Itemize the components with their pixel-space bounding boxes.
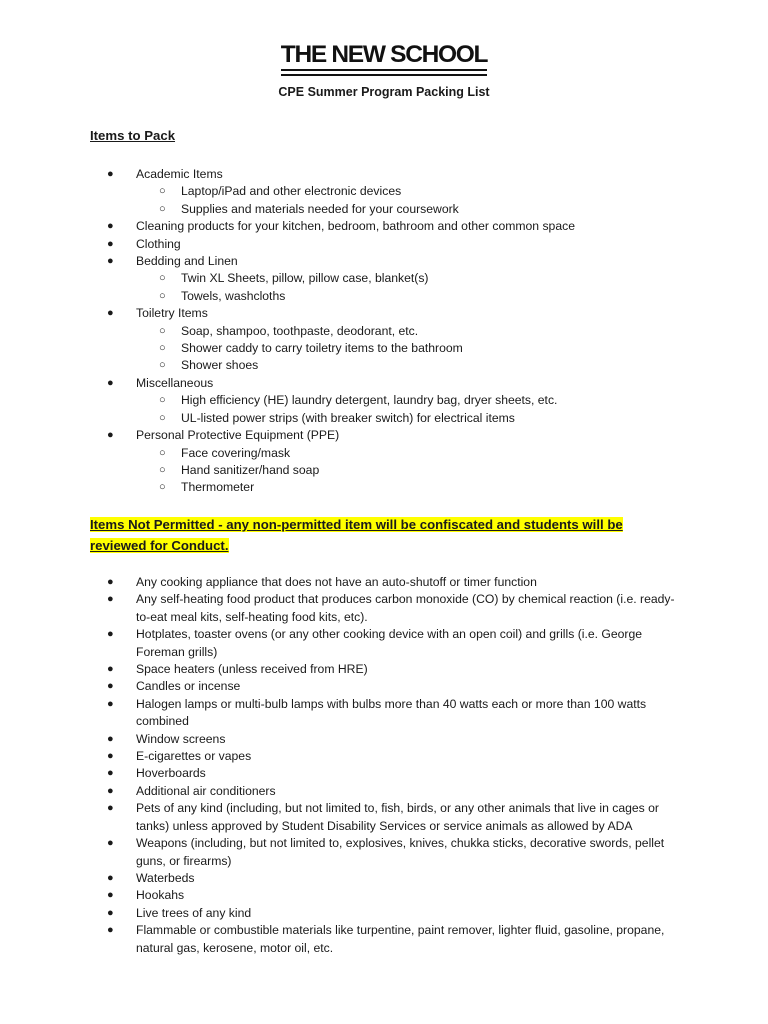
not-permitted-list-item bbox=[107, 678, 687, 695]
not-permitted-item-label: Flammable or combustible materials like turpentine, paint remover, lighter fluid, gasoline, propane, natural gas, kerosene, motor oil, etc. bbox=[136, 923, 665, 955]
bullet-icon: ● bbox=[107, 750, 114, 763]
items-to-pack-list bbox=[107, 166, 687, 497]
bullet-icon: ● bbox=[107, 767, 114, 780]
pack-list-item-label: Toiletry Items bbox=[136, 306, 208, 321]
pack-sublist-item bbox=[136, 183, 687, 200]
not-permitted-list-item bbox=[107, 574, 687, 591]
not-permitted-item-label: Candles or incense bbox=[136, 679, 241, 694]
pack-sublist-item bbox=[136, 357, 687, 374]
bullet-icon: ● bbox=[107, 168, 114, 180]
pack-sublist-item-label: Laptop/iPad and other electronic devices bbox=[181, 184, 402, 199]
bullet-icon: ● bbox=[107, 837, 114, 850]
not-permitted-list-item bbox=[107, 731, 687, 748]
bullet-icon: ● bbox=[107, 307, 114, 320]
not-permitted-item-label: Live trees of any kind bbox=[136, 905, 252, 920]
bullet-icon: ● bbox=[107, 628, 114, 641]
not-permitted-item-label: Any cooking appliance that does not have an auto-shutoff or timer function bbox=[136, 575, 537, 589]
pack-sublist-item-label: Shower caddy to carry toiletry items to the bathroom bbox=[181, 341, 463, 356]
pack-sublist bbox=[136, 183, 687, 218]
not-permitted-list-item bbox=[107, 922, 687, 957]
pack-sublist-item-label: Twin XL Sheets, pillow, pillow case, blanket(s) bbox=[181, 271, 429, 286]
hollow-bullet-icon: ○ bbox=[159, 324, 166, 337]
bullet-icon: ● bbox=[107, 802, 114, 815]
hollow-bullet-icon: ○ bbox=[159, 342, 166, 355]
bullet-icon: ● bbox=[107, 697, 114, 710]
hollow-bullet-icon: ○ bbox=[159, 394, 166, 407]
pack-list-item bbox=[107, 375, 687, 427]
pack-sublist-item-label: Face covering/mask bbox=[181, 445, 291, 460]
bullet-icon: ● bbox=[107, 906, 114, 919]
hollow-bullet-icon: ○ bbox=[159, 411, 166, 424]
logo-underline-1 bbox=[281, 69, 487, 71]
not-permitted-list-item bbox=[107, 870, 687, 887]
not-permitted-list-item bbox=[107, 696, 687, 731]
pack-sublist bbox=[136, 445, 687, 497]
hollow-bullet-icon: ○ bbox=[159, 185, 166, 198]
not-permitted-item-label: Additional air conditioners bbox=[136, 783, 276, 798]
pack-sublist-item bbox=[136, 445, 687, 462]
pack-sublist-item-label: Shower shoes bbox=[181, 358, 259, 373]
items-to-pack-heading: Items to Pack bbox=[90, 128, 176, 143]
hollow-bullet-icon: ○ bbox=[159, 289, 166, 302]
pack-list-item bbox=[107, 236, 687, 253]
bullet-icon: ● bbox=[107, 237, 114, 250]
not-permitted-item-label: Hotplates, toaster ovens (or any other cooking device with an open coil) and grills (i.e. George Foreman grills) bbox=[136, 627, 643, 659]
not-permitted-item-label: Window screens bbox=[136, 731, 226, 746]
logo-underline-2 bbox=[281, 74, 487, 76]
not-permitted-list-item bbox=[107, 800, 687, 835]
bullet-icon: ● bbox=[107, 784, 114, 797]
not-permitted-item-label: Weapons (including, but not limited to, explosives, knives, chukka sticks, decorative swords, pellet guns, or firearms) bbox=[136, 836, 665, 868]
not-permitted-list-item bbox=[107, 835, 687, 870]
pack-list-item bbox=[107, 427, 687, 497]
pack-sublist-item-label: High efficiency (HE) laundry detergent, laundry bag, dryer sheets, etc. bbox=[181, 393, 558, 408]
pack-sublist-item-label: Soap, shampoo, toothpaste, deodorant, etc. bbox=[181, 323, 419, 338]
bullet-icon: ● bbox=[107, 593, 114, 606]
not-permitted-item-label: Hookahs bbox=[136, 888, 185, 903]
items-not-permitted-list bbox=[107, 574, 687, 957]
logo-wordmark: THE NEW SCHOOL bbox=[280, 41, 488, 68]
bullet-icon: ● bbox=[107, 220, 114, 233]
pack-sublist-item bbox=[136, 288, 687, 305]
bullet-icon: ● bbox=[107, 576, 114, 588]
pack-sublist-item bbox=[136, 479, 687, 496]
pack-list-item bbox=[107, 166, 687, 218]
not-permitted-item-label: Space heaters (unless received from HRE) bbox=[136, 662, 368, 677]
bullet-icon: ● bbox=[107, 732, 114, 745]
not-permitted-item-label: Waterbeds bbox=[136, 870, 195, 885]
document-title: CPE Summer Program Packing List bbox=[278, 85, 490, 99]
pack-sublist-item bbox=[136, 340, 687, 357]
pack-list-item-label: Cleaning products for your kitchen, bedroom, bathroom and other common space bbox=[136, 219, 575, 234]
pack-sublist bbox=[136, 392, 687, 427]
pack-list-item-label: Personal Protective Equipment (PPE) bbox=[136, 428, 340, 443]
pack-sublist-item-label: Towels, washcloths bbox=[181, 288, 286, 303]
bullet-icon: ● bbox=[107, 376, 114, 389]
pack-sublist-item bbox=[136, 323, 687, 340]
pack-sublist-item bbox=[136, 392, 687, 409]
not-permitted-list-item bbox=[107, 905, 687, 922]
hollow-bullet-icon: ○ bbox=[159, 481, 166, 494]
pack-sublist-item bbox=[136, 462, 687, 479]
items-not-permitted-heading-text: Items Not Permitted - any non-permitted item will be confiscated and students will be reviewed for Conduct. bbox=[90, 517, 623, 553]
bullet-icon: ● bbox=[107, 680, 114, 693]
pack-sublist-item-label: Supplies and materials needed for your coursework bbox=[181, 201, 459, 216]
pack-sublist bbox=[136, 323, 687, 375]
pack-sublist-item bbox=[136, 270, 687, 287]
not-permitted-list-item bbox=[107, 626, 687, 661]
hollow-bullet-icon: ○ bbox=[159, 463, 166, 476]
pack-sublist-item-label: Hand sanitizer/hand soap bbox=[181, 462, 320, 477]
hollow-bullet-icon: ○ bbox=[159, 446, 166, 459]
not-permitted-item-label: Any self-heating food product that produces carbon monoxide (CO) by chemical reaction (i.e. ready-to-eat meal kits, self-heating food kits, etc). bbox=[136, 592, 675, 624]
pack-list-item-label: Miscellaneous bbox=[136, 375, 214, 390]
not-permitted-list-item bbox=[107, 887, 687, 904]
pack-list-item-label: Clothing bbox=[136, 236, 181, 251]
hollow-bullet-icon: ○ bbox=[159, 272, 166, 285]
not-permitted-list-item bbox=[107, 783, 687, 800]
not-permitted-list-item bbox=[107, 661, 687, 678]
school-logo bbox=[0, 41, 768, 76]
pack-list-item bbox=[107, 305, 687, 375]
pack-sublist-item bbox=[136, 201, 687, 218]
pack-list-item bbox=[107, 218, 687, 235]
pack-list-item-label: Academic Items bbox=[136, 167, 223, 181]
not-permitted-item-label: Hoverboards bbox=[136, 766, 206, 781]
not-permitted-list-item bbox=[107, 748, 687, 765]
bullet-icon: ● bbox=[107, 429, 114, 442]
bullet-icon: ● bbox=[107, 871, 114, 884]
not-permitted-list-item bbox=[107, 765, 687, 782]
not-permitted-item-label: E-cigarettes or vapes bbox=[136, 749, 252, 764]
pack-sublist-item bbox=[136, 410, 687, 427]
pack-sublist-item-label: Thermometer bbox=[181, 480, 255, 495]
not-permitted-item-label: Pets of any kind (including, but not limited to, fish, birds, or any other animals that live in cages or tanks) unless approved by Student Disability Services or service animals as allowed by ADA bbox=[136, 801, 659, 833]
bullet-icon: ● bbox=[107, 663, 114, 676]
hollow-bullet-icon: ○ bbox=[159, 359, 166, 372]
bullet-icon: ● bbox=[107, 255, 114, 268]
hollow-bullet-icon: ○ bbox=[159, 202, 166, 215]
items-not-permitted-heading bbox=[90, 515, 670, 556]
pack-sublist bbox=[136, 270, 687, 305]
not-permitted-list-item bbox=[107, 591, 687, 626]
not-permitted-item-label: Halogen lamps or multi-bulb lamps with bulbs more than 40 watts each or more than 100 watts combined bbox=[136, 696, 647, 729]
pack-sublist-item-label: UL-listed power strips (with breaker switch) for electrical items bbox=[181, 410, 515, 425]
bullet-icon: ● bbox=[107, 924, 114, 937]
pack-list-item bbox=[107, 253, 687, 305]
pack-list-item-label: Bedding and Linen bbox=[136, 254, 238, 269]
bullet-icon: ● bbox=[107, 889, 114, 902]
